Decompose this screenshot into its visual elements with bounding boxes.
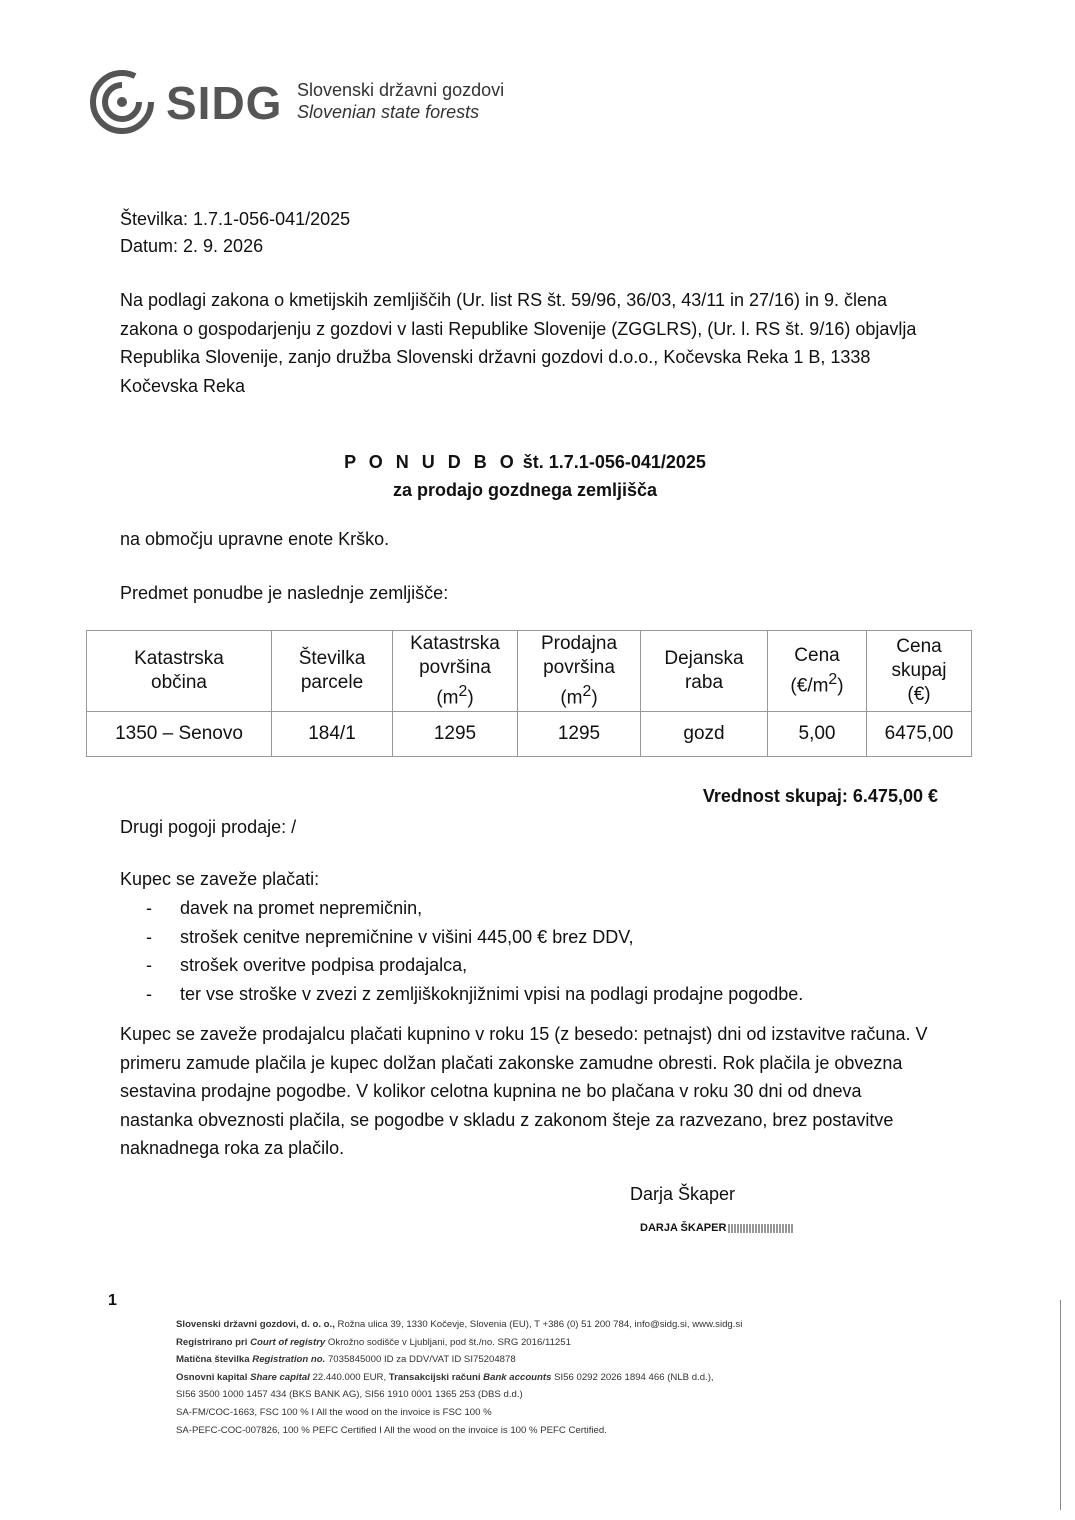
logo-wordmark: SIDG [166, 77, 283, 129]
offer-subtitle: za prodajo gozdnega zemljišča [392, 480, 658, 500]
intro-paragraph: Na podlagi zakona o kmetijskih zemljiščih (Ur. list RS št. 59/96, 36/03, 43/11 in 27/16) in 9. člena zakona o gospodarjenju z gozdovi v lasti Republike Slovenije (ZGGLRS), (Ur. l. RS št. 9/16) objavlja Republika Slovenije, zanjo družba Slovenski državni gozdovi d.o.o., Kočevska Reka 1 B, 1338 Kočevska Reka [120, 290, 917, 396]
total-value: Vrednost skupaj: 6.475,00 € [702, 786, 938, 806]
brand-name-english: Slovenian state forests [297, 102, 480, 122]
cell-parcel-number: 184/1 [272, 712, 393, 757]
buyer-intro: Kupec se zaveže plačati: [120, 869, 320, 889]
footer-line: SA-PEFC-COC-007826, 100 % PEFC Certified I All the wood on the invoice is 100 % PEFC Certified. [176, 1424, 607, 1436]
list-item: - strošek cenitve nepremičnine v višini 445,00 € brez DDV, [146, 923, 803, 952]
header-sale-area: Prodajna površina $(m^2)$ [518, 631, 641, 712]
table-header-row [87, 631, 972, 712]
header-cadastral-area: Katastrska površina $(m^2)$ [393, 631, 518, 712]
footer-line: Registrirano pri Court of registry Okrožno sodišče v Ljubljani, pod št./no. SRG 2016/11251 [176, 1336, 571, 1348]
offer-heading [120, 448, 930, 504]
parcel-table [86, 630, 972, 757]
payment-paragraph: Kupec se zaveže prodajalcu plačati kupnino v roku 15 (z besedo: petnajst) dni od izstavitve računa. V primeru zamude plačila je kupec dolžan plačati zakonske zamudne obresti. Rok plačila je obvezna sestavina prodajne pogodbe. V kolikor celotna kupnina ne bo plačana v roku 30 dni od dneva nastanka obveznosti plačila, se pogodbe v skladu z zakonom šteje za razvezano, brez postavitve naknadnega roka za plačilo. [120, 1024, 928, 1158]
stamp-fine-print [728, 1224, 794, 1233]
cell-sale-area: 1295 [518, 712, 641, 757]
footer-line: Slovenski državni gozdovi, d. o. o., Rožna ulica 39, 1330 Kočevje, Slovenia (EU), T +386 (0) 51 200 784, info@sidg.si, www.sidg.si [176, 1319, 743, 1330]
sidg-spiral-icon [90, 70, 154, 134]
document-meta [120, 206, 350, 260]
header-total-price: Cena skupaj (€) [867, 631, 972, 712]
scan-edge-divider [1060, 1300, 1061, 1510]
footer-line: Osnovni kapital Share capital 22.440.000 EUR, Transakcijski računi Bank accounts SI56 0292 2026 1894 466 (NLB d.d.), [176, 1371, 714, 1383]
other-terms: Drugi pogoji prodaje: / [120, 817, 297, 837]
header-price: Cena $(€/m^2)$ [768, 631, 867, 712]
offer-word: P O N U D B O [344, 452, 518, 472]
cell-total-price: 6475,00 [867, 712, 972, 757]
table-row [87, 712, 972, 757]
header-municipality: Katastrska občina [87, 631, 272, 712]
cell-cadastral-area: 1295 [393, 712, 518, 757]
cell-actual-use: gozd [641, 712, 768, 757]
offer-number: št. 1.7.1-056-041/2025 [522, 452, 706, 472]
list-item: - strošek overitve podpisa prodajalca, [146, 951, 803, 980]
stamp-name: DARJA ŠKAPER [640, 1222, 727, 1234]
footer-line: Matična številka Registration no. 7035845000 ID za DDV/VAT ID SI75204878 [176, 1354, 516, 1366]
document-date: Datum: 2. 9. 2026 [120, 236, 264, 256]
footer-line: SA-FM/COC-1663, FSC 100 % I All the wood on the invoice is FSC 100 % [176, 1406, 492, 1418]
signatory-name: Darja Škaper [630, 1184, 736, 1204]
document-number: Številka: 1.7.1-056-041/2025 [120, 209, 351, 229]
subject-line: Predmet ponudbe je naslednje zemljišče: [120, 583, 449, 603]
cell-municipality: 1350 – Senovo [87, 712, 272, 757]
cell-price: 5,00 [768, 712, 867, 757]
brand-name-slovenian: Slovenski državni gozdovi [297, 80, 505, 100]
digital-signature-stamp [640, 1222, 794, 1234]
header-parcel-number: Številka parcele [272, 631, 393, 712]
buyer-obligations-list [146, 894, 803, 1008]
footer-line: SI56 3500 1000 1457 434 (BKS BANK AG), SI56 1910 0001 1365 253 (DBS d.d.) [176, 1389, 523, 1401]
company-footer [176, 1316, 936, 1439]
list-item: - ter vse stroške v zvezi z zemljiškoknjižnimi vpisi na podlagi prodajne pogodbe. [146, 980, 803, 1009]
header-actual-use: Dejanska raba [641, 631, 768, 712]
sidg-logo [90, 70, 540, 132]
page-number: 1 [108, 1292, 117, 1309]
list-item: - davek na promet nepremičnin, [146, 894, 803, 923]
area-line: na območju upravne enote Krško. [120, 529, 390, 549]
